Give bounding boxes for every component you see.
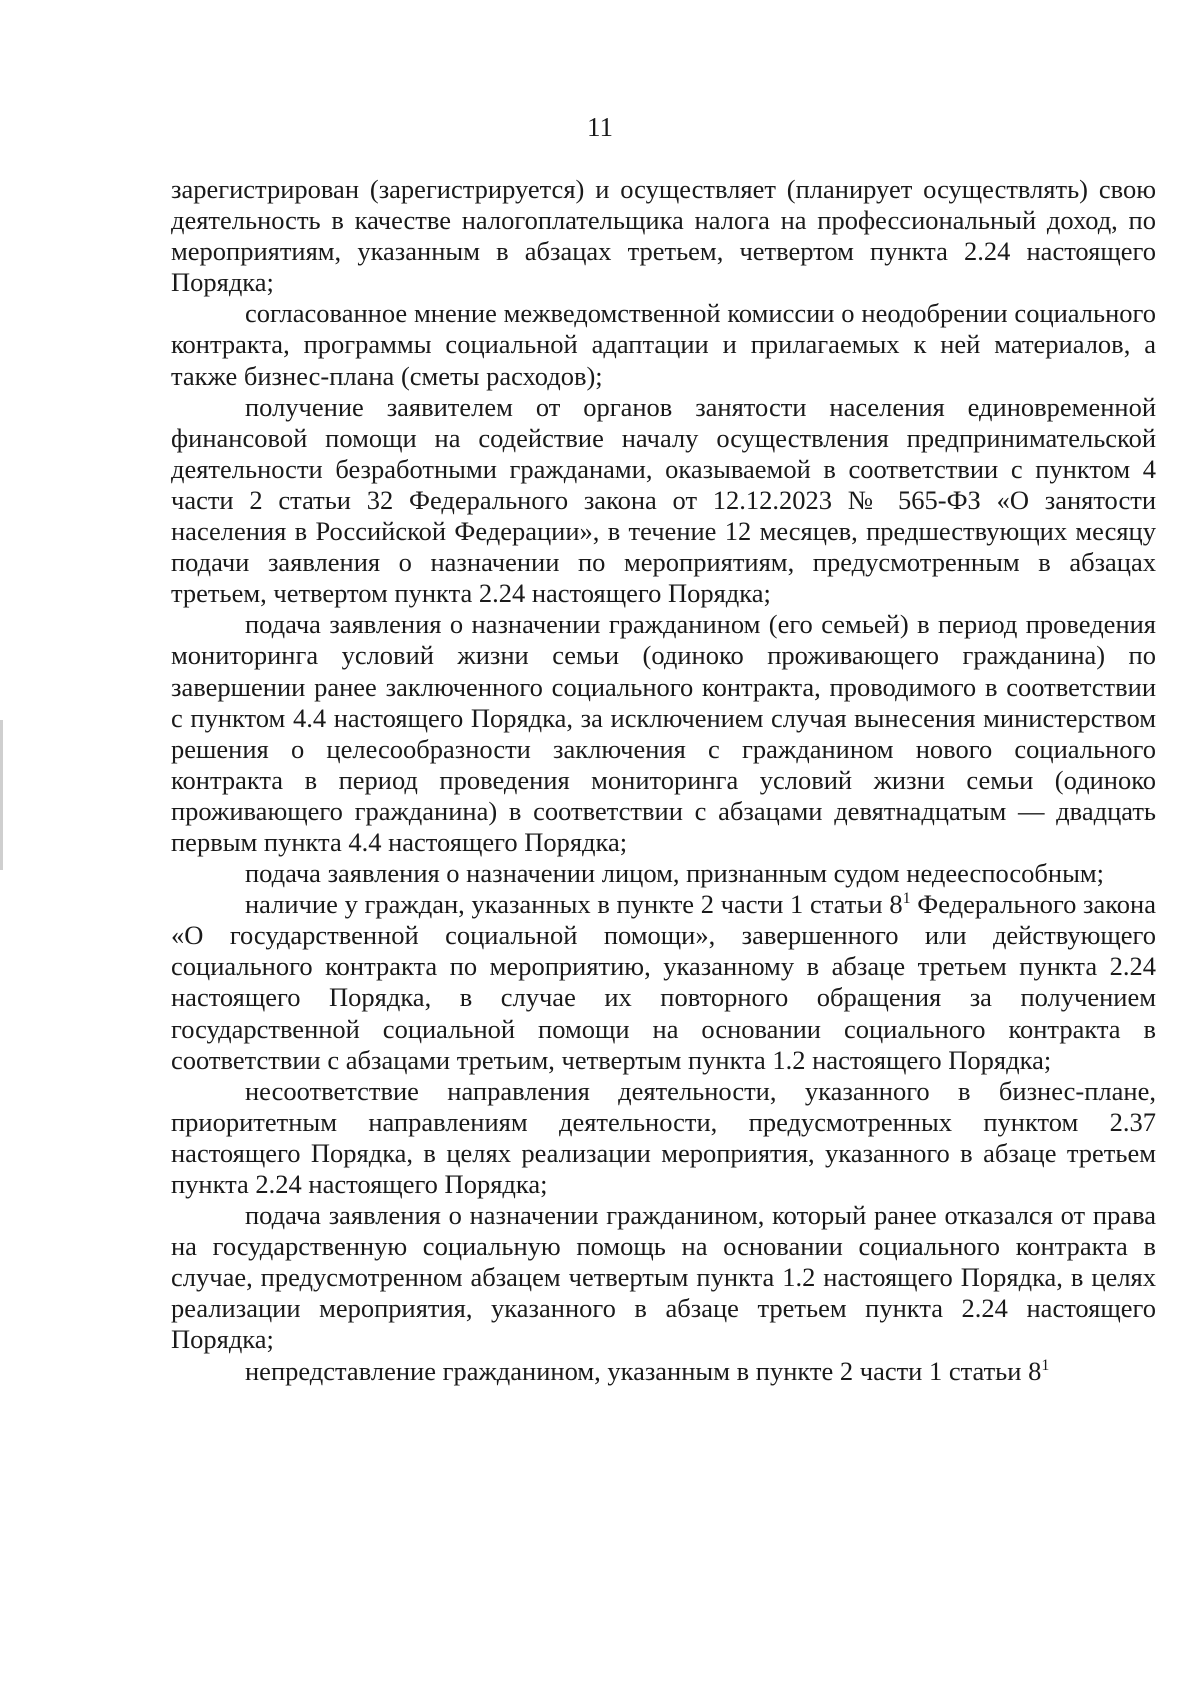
superscript: 1	[1041, 1356, 1050, 1374]
paragraph-monitoring-period: подача заявления о назначении гражданином (его семьей) в период проведения мониторинга условий жизни семьи (одиноко проживающего гражданина) по завершении ранее заключенного социального контракта, проводимого в соответствии с пунктом 4.4 настоящего Порядка, за исключением случая вынесения министерством решения о целесообразности заключения с гражданином нового социального контракта в период проведения мониторинга условий жизни семьи (одиноко проживающего гражданина) в соответствии с абзацами девятнадцатым — двадцать первым пункта 4.4 настоящего Порядка;	[171, 609, 1156, 857]
paragraph-text-part: непредставление гражданином, указанным в пункте 2 части 1 статьи 8	[245, 1355, 1042, 1386]
paragraph-prior-refusal: подача заявления о назначении гражданином, который ранее отказался от права на государственную социальную помощь на основании социального контракта в случае, предусмотренном абзацем четвертым пункта 1.2 настоящего Порядка, в целях реализации мероприятия, указанного в абзаце третьем пункта 2.24 настоящего Порядка;	[171, 1200, 1156, 1355]
paragraph-incapacitated: подача заявления о назначении лицом, признанным судом недееспособным;	[245, 858, 1105, 889]
document-body	[171, 174, 1156, 1387]
paragraph-text-part: наличие у граждан, указанных в пункте 2 части 1 статьи 8	[245, 889, 903, 920]
paragraph-existing-contract	[171, 889, 1156, 1076]
paragraph-commission-disapproval: согласованное мнение межведомственной комиссии о неодобрении социального контракта, программы социальной адаптации и прилагаемых к ней материалов, а также бизнес-плана (сметы расходов);	[171, 298, 1156, 391]
paragraph-employment-aid: получение заявителем от органов занятости населения единовременной финансовой помощи на содействие началу осуществления предпринимательской деятельности безработными гражданами, оказываемой в соответствии с пунктом 4 части 2 статьи 32 Федерального закона от 12.12.2023 № 565-ФЗ «О занятости населения в Российской Федерации», в течение 12 месяцев, предшествующих месяцу подачи заявления о назначении по мероприятиям, предусмотренным в абзацах третьем, четвертом пункта 2.24 настоящего Порядка;	[171, 391, 1156, 609]
paragraph-business-plan-mismatch: несоответствие направления деятельности, указанного в бизнес-плане, приоритетным направлениям деятельности, предусмотренных пунктом 2.37 настоящего Порядка, в целях реализации мероприятия, указанного в абзаце третьем пункта 2.24 настоящего Порядка;	[171, 1075, 1156, 1199]
scan-edge-mark	[0, 720, 3, 870]
paragraph-text-part: Федерального закона «О государственной социальной помощи», завершенного или действующего социального контракта по мероприятию, указанному в абзаце третьем пункта 2.24 настоящего Порядка, в случае их повторного обращения за получением государственной социальной помощи на основании социального контракта в соответствии с абзацами третьим, четвертым пункта 1.2 настоящего Порядка;	[171, 889, 1156, 1075]
page-number: 11	[587, 112, 613, 142]
paragraph-registered-taxpayer: зарегистрирован (зарегистрируется) и осуществляет (планирует осуществлять) свою деятельность в качестве налогоплательщика налога на профессиональный доход, по мероприятиям, указанным в абзацах третьем, четвертом пункта 2.24 настоящего Порядка;	[171, 174, 1156, 298]
paragraph-non-submission	[171, 1356, 1156, 1387]
superscript: 1	[902, 890, 911, 908]
